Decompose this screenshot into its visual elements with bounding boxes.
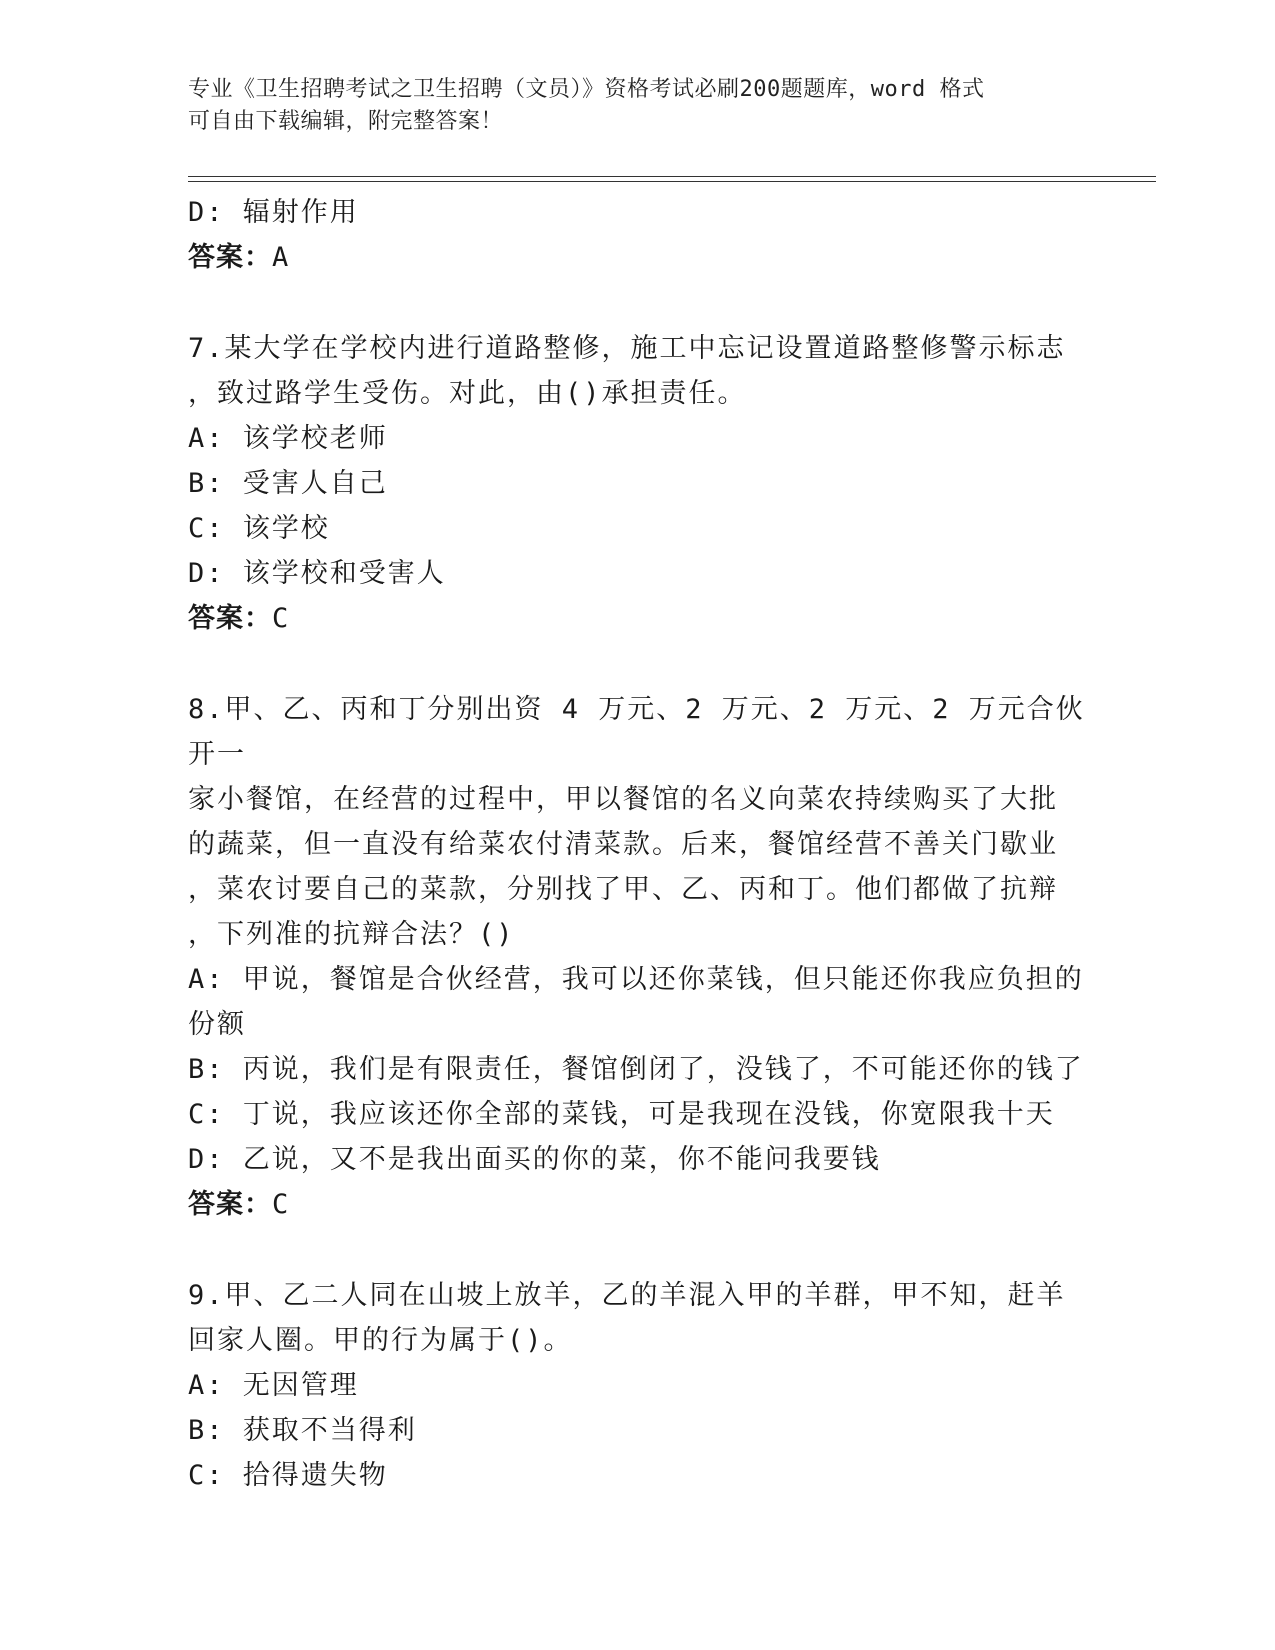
- page-header: [188, 74, 1068, 138]
- q7-option-c: C: 该学校: [188, 513, 330, 544]
- prev-option-d: D: 辐射作用: [188, 197, 359, 228]
- answer-label: 答案：: [188, 1189, 272, 1220]
- q9-option-b: B: 获取不当得利: [188, 1415, 417, 1446]
- q8-option-d: D: 乙说，又不是我出面买的你的菜，你不能问我要钱: [188, 1144, 881, 1175]
- q8-option-a-line-1: A: 甲说，餐馆是合伙经营，我可以还你菜钱，但只能还你我应负担的: [188, 964, 1084, 995]
- q7-answer: [188, 596, 1088, 641]
- spacer: [188, 1227, 1088, 1273]
- q8-option-b: B: 丙说，我们是有限责任，餐馆倒闭了，没钱了，不可能还你的钱了: [188, 1054, 1084, 1085]
- q8-option-a-line-2: 份额: [188, 1009, 246, 1040]
- q8-option-c: C: 丁说，我应该还你全部的菜钱，可是我现在没钱，你宽限我十天: [188, 1099, 1055, 1130]
- q9-stem-line-2: 回家人圈。甲的行为属于()。: [188, 1325, 573, 1356]
- header-line-1: 专业《卫生招聘考试之卫生招聘（文员）》资格考试必刷200题题库，word 格式: [188, 77, 985, 102]
- answer-label: 答案：: [188, 242, 272, 273]
- answer-label: 答案：: [188, 603, 272, 634]
- q9-stem-line-1: 9.甲、乙二人同在山坡上放羊，乙的羊混入甲的羊群，甲不知，赶羊: [188, 1280, 1066, 1311]
- answer-value: A: [272, 242, 290, 273]
- q7-option-b: B: 受害人自己: [188, 468, 388, 499]
- spacer: [188, 641, 1088, 687]
- q9-option-a: A: 无因管理: [188, 1370, 359, 1401]
- q7-option-a: A: 该学校老师: [188, 423, 388, 454]
- q7-stem-line-1: 7.某大学在学校内进行道路整修，施工中忘记设置道路整修警示标志: [188, 333, 1066, 364]
- q8-stem-line-5: ，下列准的抗辩合法？(): [188, 919, 515, 950]
- q8-stem-line-4: ，菜农讨要自己的菜款，分别找了甲、乙、丙和丁。他们都做了抗辩: [188, 874, 1058, 905]
- answer-value: C: [272, 1189, 290, 1220]
- spacer: [188, 280, 1088, 326]
- q8-stem-line-2: 家小餐馆，在经营的过程中，甲以餐馆的名义向菜农持续购买了大批: [188, 784, 1058, 815]
- q7-option-d: D: 该学校和受害人: [188, 558, 446, 589]
- answer-value: C: [272, 603, 290, 634]
- q8-answer: [188, 1182, 1088, 1227]
- document-body: [188, 190, 1088, 1498]
- header-divider: [188, 176, 1156, 182]
- q8-stem-line-1: 8.甲、乙、丙和丁分别出资 4 万元、2 万元、2 万元、2 万元合伙开一: [188, 694, 1085, 770]
- header-line-2: 可自由下载编辑，附完整答案！: [188, 109, 504, 134]
- q8-stem-line-3: 的蔬菜，但一直没有给菜农付清菜款。后来，餐馆经营不善关门歇业: [188, 829, 1058, 860]
- q7-stem-line-2: ，致过路学生受伤。对此，由()承担责任。: [188, 378, 747, 409]
- prev-answer: [188, 235, 1088, 280]
- q9-option-c: C: 拾得遗失物: [188, 1460, 388, 1491]
